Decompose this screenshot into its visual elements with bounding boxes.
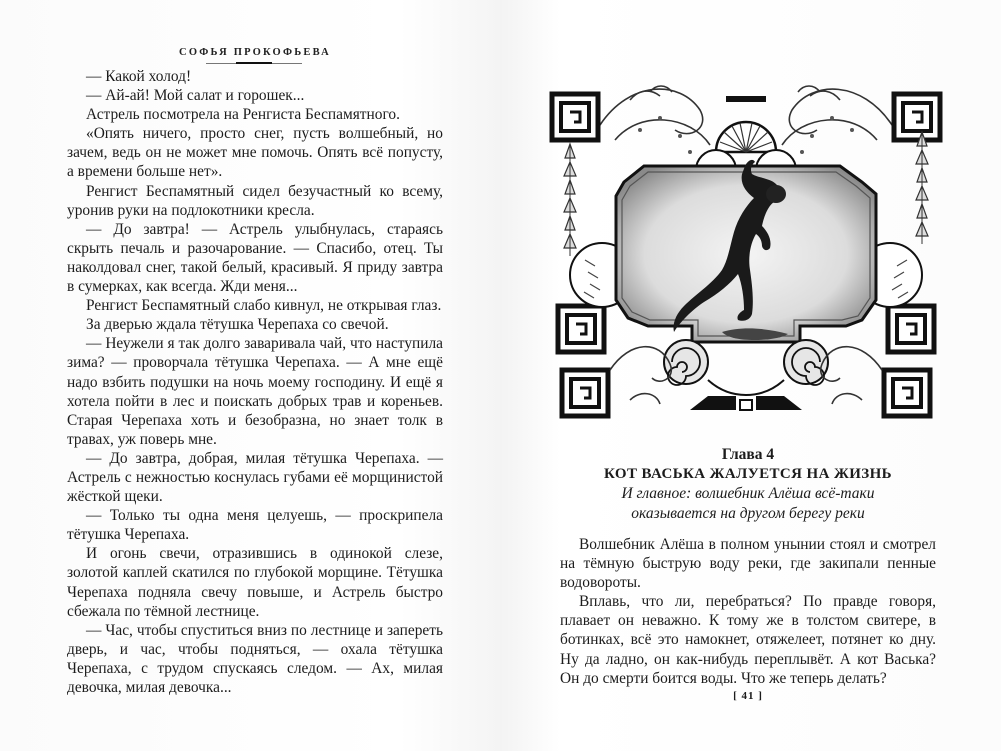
paragraph: — Какой холод!: [86, 68, 192, 85]
paragraph: — Ай-ай! Мой салат и горошек...: [86, 87, 305, 105]
snail-shell-ornaments: [664, 340, 828, 385]
page-number: [ 41 ]: [733, 690, 763, 702]
running-head-author: СОФЬЯ ПРОКОФЬЕВА: [179, 47, 331, 58]
chapter-title: КОТ ВАСЬКА ЖАЛУЕТСЯ НА ЖИЗНЬ: [603, 466, 892, 482]
paragraph: Ренгист Беспамятный слабо кивнул, не открывая глаз.: [86, 297, 442, 315]
right-page-body: [560, 535, 936, 688]
left-page: [0, 0, 500, 751]
ornamental-frame-icon: [540, 70, 952, 428]
chapter-illustration: [540, 70, 952, 428]
left-page-body: [67, 67, 443, 697]
chapter-subtitle-line-1: И главное: волшебник Алёша всё-таки: [621, 485, 875, 502]
paragraph: — До завтра! — Астрель улыбнулась, стараясь скрыть печаль и разочарование. — Спасибо, отец. Ты наколдовал снег, такой белый, красивый. Я приду завтра в сумерках, как всегда. Жди меня...: [67, 220, 443, 296]
paragraph: И огонь свечи, отразившись в одинокой слезе, золотой каплей скатился по глубокой морщине. Тётушка Черепаха подняла свечу повыше, и Астрель быстро сбежала по тёмной лестнице.: [67, 545, 443, 620]
paragraph: За дверью ждала тётушка Черепаха со свечой.: [86, 316, 389, 334]
chapter-subtitle-line-2: оказывается на другом берегу реки: [631, 504, 865, 522]
paragraph: «Опять ничего, просто снег, пусть волшебный, но зачем, ведь он не может мне помочь. Опять всё попусту, а времени больше нет».: [67, 125, 443, 181]
chapter-heading: [560, 445, 936, 523]
paragraph: Вплавь, что ли, перебраться? По правде говоря, плавает он неважно. К тому же в толстом свитере, в ботинках, всё это намокнет, отяжелеет, потянет ко дну. Ну да ладно, он как-нибудь переплывёт. А кот Васька? Он до смерти боится воды. Что же теперь делать?: [560, 593, 936, 687]
paragraph: — До завтра, добрая, милая тётушка Черепаха. — Астрель с нежностью коснулась губами её морщинистой жёсткой щеки.: [67, 449, 443, 506]
paragraph: — Неужели я так долго заваривала чай, что наступила зима? — проворчала тётушка Черепаха. — А мне ещё надо взбить подушки на ночь моему господину. И ещё я хотела пойти в лес и поискать добрых трав и кореньев. Старая Черепаха хоть и безобразна, но знает толк в травах, уж поверь мне.: [67, 335, 443, 448]
chapter-number: Глава 4: [721, 446, 775, 463]
paragraph: Ренгист Беспамятный сидел безучастный ко всему, уронив руки на подлокотники кресла.: [67, 182, 443, 219]
paragraph: — Час, чтобы спуститься вниз по лестнице и запереть дверь, и час, чтобы подняться, — охала тётушка Черепаха, с трудом спускаясь следом. — Ах, милая девочка, милая девочка...: [67, 621, 443, 696]
paragraph: Волшебник Алёша в полном унынии стоял и смотрел на тёмную быструю воду реки, где закипали пенные водовороты.: [560, 536, 936, 592]
paragraph: — Только ты одна меня целуешь, — проскрипела тётушка Черепаха.: [67, 507, 443, 544]
running-head-rule: [206, 62, 302, 65]
paragraph: Астрель посмотрела на Ренгиста Беспамятного.: [86, 106, 400, 124]
